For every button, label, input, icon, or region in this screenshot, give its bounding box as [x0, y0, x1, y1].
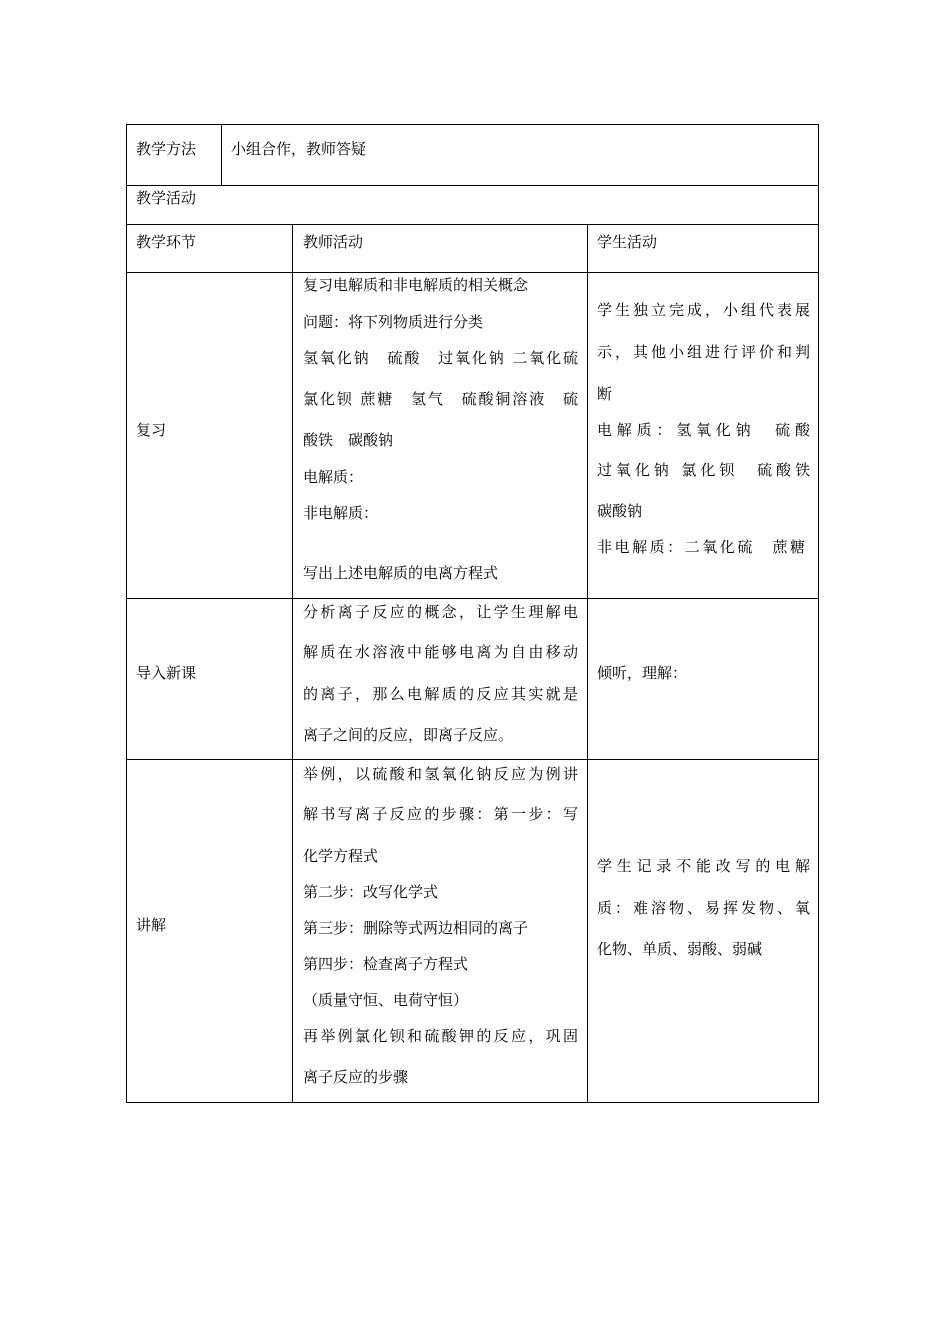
- teacher-line: 分析离子反应的概念，让学生理解电: [303, 603, 578, 621]
- row-divider: [126, 185, 819, 186]
- activity-label: 教学活动: [136, 189, 197, 207]
- method-label: 教学方法: [136, 140, 197, 158]
- teacher-line: 氢氧化钠 硫酸 过氧化钠 二氧化硫: [303, 349, 578, 367]
- teacher-line: 写出上述电解质的电离方程式: [303, 564, 499, 582]
- teacher-line: 第三步：删除等式两边相同的离子: [303, 919, 529, 937]
- row-divider: [126, 759, 819, 760]
- teacher-line: 第四步：检查离子方程式: [303, 955, 469, 973]
- row-divider: [126, 598, 819, 599]
- row-divider: [126, 272, 819, 273]
- section-label: 导入新课: [136, 664, 197, 682]
- column-divider: [587, 224, 588, 1103]
- teacher-line: 的离子，那么电解质的反应其实就是: [303, 685, 578, 703]
- header-student-activity: 学生活动: [597, 233, 658, 251]
- teacher-line: 复习电解质和非电解质的相关概念: [303, 276, 529, 294]
- teacher-line: 解质在水溶液中能够电离为自由移动: [303, 643, 578, 661]
- teacher-line: 解书写离子反应的步骤：第一步：写: [303, 805, 578, 823]
- teacher-line: 电解质：: [303, 468, 364, 486]
- student-line: 碳酸钠: [597, 502, 643, 520]
- method-value: 小组合作，教师答疑: [231, 140, 367, 158]
- student-line: 学生记录不能改写的电解: [597, 857, 810, 875]
- student-line: 断: [597, 385, 613, 403]
- teacher-line: 氯化钡 蔗糖 氢气 硫酸铜溶液 硫: [303, 390, 578, 408]
- student-line: 化物、单质、弱酸、弱碱: [597, 940, 763, 958]
- teacher-line: 离子反应的步骤: [303, 1068, 409, 1086]
- teacher-line: 酸铁 碳酸钠: [303, 431, 394, 449]
- teacher-line: 举例，以硫酸和氢氧化钠反应为例讲: [303, 765, 578, 783]
- teacher-line: （质量守恒、电荷守恒）: [303, 991, 469, 1009]
- teacher-line: 非电解质：: [303, 504, 379, 522]
- student-line: 非电解质：二氧化硫 蔗糖: [597, 538, 805, 556]
- header-teacher-activity: 教师活动: [303, 233, 364, 251]
- teacher-line: 问题：将下列物质进行分类: [303, 313, 484, 331]
- student-line: 学生独立完成，小组代表展: [597, 301, 810, 319]
- student-line: 过氧化钠 氯化钡 硫酸铁: [597, 461, 810, 479]
- section-label: 讲解: [136, 916, 167, 934]
- teacher-line: 再举例氯化钡和硫酸钾的反应，巩固: [303, 1027, 578, 1045]
- teacher-line: 第二步：改写化学式: [303, 883, 439, 901]
- header-stage: 教学环节: [136, 233, 197, 251]
- column-divider: [292, 224, 293, 1103]
- student-line: 示，其他小组进行评价和判: [597, 343, 810, 361]
- column-divider: [221, 124, 222, 186]
- section-label: 复习: [136, 421, 167, 439]
- teacher-line: 化学方程式: [303, 847, 379, 865]
- teacher-line: 离子之间的反应，即离子反应。: [303, 726, 514, 744]
- row-divider: [126, 224, 819, 225]
- student-line: 电解质：氢氧化钠 硫酸: [597, 421, 810, 439]
- student-line: 倾听，理解：: [597, 664, 688, 682]
- student-line: 质：难溶物、易挥发物、氧: [597, 899, 810, 917]
